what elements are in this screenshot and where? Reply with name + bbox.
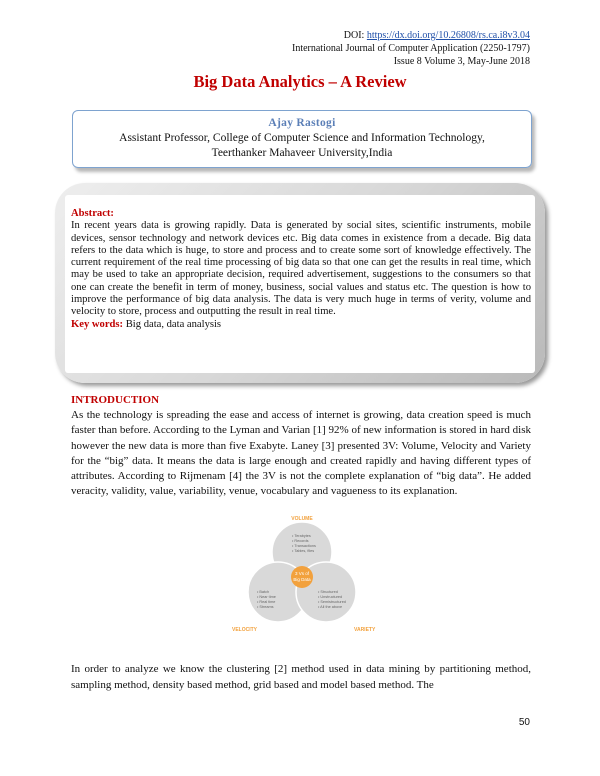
keywords bbox=[71, 319, 531, 331]
volume-label: VOLUME bbox=[291, 516, 313, 522]
author-name: Ajay Rastogi bbox=[268, 117, 336, 129]
abstract-text: In recent years data is growing rapidly. Data is generated by social sites, scientific instruments, mobile devices, sensor technology and network devices etc. Big data comes in existence from a decade. Big data refers to the data which is huge, to store and process and to create some sort of knowledge effectively. The current requirement of the real time processing of big data so that one can get the results in real time, which may be used to take an appropriate decision, required advertisement, suggestions to the consumers so that one can create the benefit in term of money, business, social values and status etc. The question is how to improve the performance of big data analysis. The data is very much huge in terms of verity, volume and velocity to store, process and outputting the result in real time. bbox=[71, 220, 531, 318]
author-box bbox=[72, 110, 532, 168]
body-paragraph: In order to analyze we know the clustering [2] method used in data mining by partitioning method, sampling method, density based method, grid based and model based method. The bbox=[71, 663, 531, 691]
velocity-item: • Streams bbox=[257, 605, 274, 609]
velocity-item: • Real time bbox=[257, 600, 276, 604]
center-label-2: Big Data bbox=[293, 577, 311, 582]
velocity-item: • Near time bbox=[257, 595, 276, 599]
volume-item: • Transactions bbox=[292, 544, 316, 548]
volume-item: • Tables, files bbox=[292, 549, 315, 553]
introduction-text: As the technology is spreading the ease and access of internet is growing, data creation speed is much faster than before. According to the Lyman and Varian [1] 92% of new information is stored in hard disk however the new data is more than five Exabyte. Laney [3] presented 3V: Volume, Velocity and Variety for the “big” data. It means the data is large enough and created rapidly and having different types of attributes. According to Rijmenam [4] the 3V is not the complete explanation of “big data”. He added veracity, validity, value, variability, venue, vocabulary and vagueness to its explanation. bbox=[71, 409, 531, 498]
abstract bbox=[71, 208, 531, 331]
variety-item: • Unstructured bbox=[318, 595, 343, 599]
velocity-item: • Batch bbox=[257, 590, 270, 594]
doi-link[interactable]: https://dx.doi.org/10.26808/rs.ca.i8v3.04 bbox=[366, 30, 530, 41]
three-vs-venn-figure bbox=[222, 515, 382, 633]
page-number: 50 bbox=[518, 717, 530, 728]
velocity-label: VELOCITY bbox=[232, 627, 258, 633]
variety-item: • Structured bbox=[318, 590, 338, 594]
variety-item: • All the above bbox=[318, 605, 343, 609]
introduction-section bbox=[71, 393, 531, 499]
abstract-heading: Abstract: bbox=[71, 208, 114, 219]
doi-label: DOI: bbox=[343, 30, 367, 41]
affiliation-line-1: Assistant Professor, College of Computer Science and Information Technology, bbox=[119, 132, 485, 144]
doi-line bbox=[344, 30, 530, 42]
center-label-1: 3 Vs of bbox=[294, 571, 310, 576]
volume-item: • Records bbox=[292, 539, 309, 543]
paper-title: Big Data Analytics – A Review bbox=[193, 72, 407, 91]
variety-label: VARIETY bbox=[354, 627, 376, 633]
issue-line: Issue 8 Volume 3, May-June 2018 bbox=[393, 56, 530, 67]
volume-item: • Terabytes bbox=[292, 534, 311, 538]
journal-line: International Journal of Computer Application (2250-1797) bbox=[291, 43, 530, 54]
keywords-text: Big data, data analysis bbox=[123, 318, 222, 330]
keywords-label: Key words: bbox=[71, 318, 124, 330]
variety-item: • Semistructured bbox=[318, 600, 346, 604]
introduction-heading: INTRODUCTION bbox=[71, 394, 160, 406]
affiliation-line-2: Teerthanker Mahaveer University,India bbox=[211, 147, 393, 159]
